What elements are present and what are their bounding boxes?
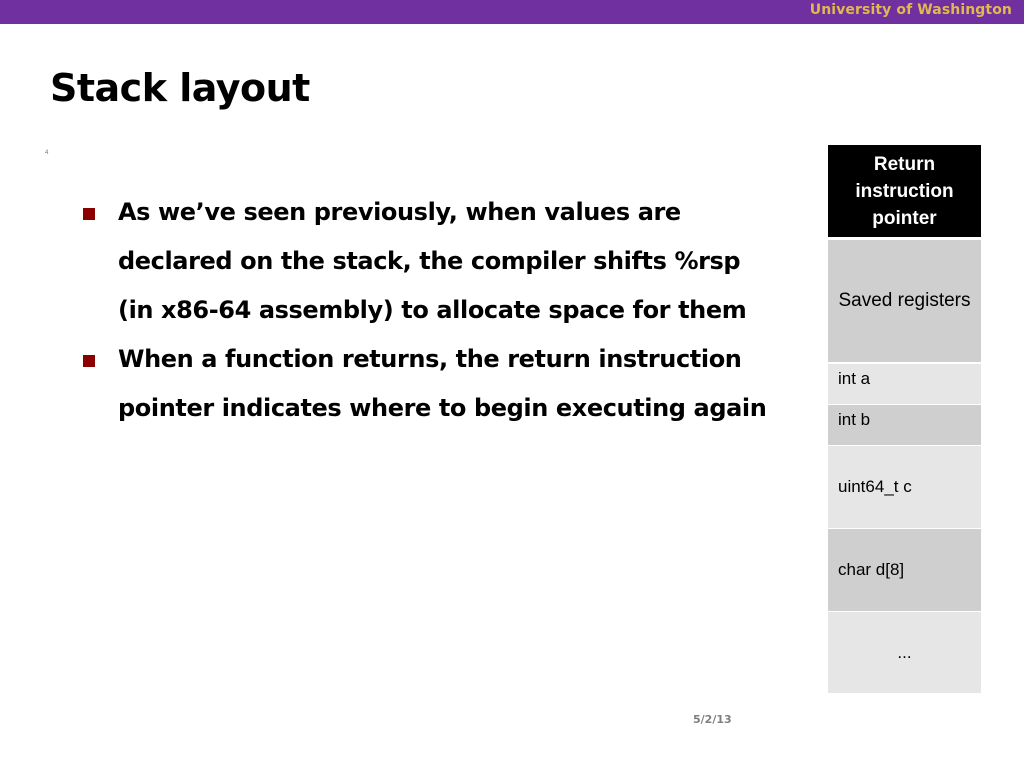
stack-cell-int-b [828,405,981,445]
footer-date: 5/2/13 [693,713,732,726]
stack-cell-label: uint64_t c [838,477,912,496]
stack-cell-label: Saved registers [838,290,971,311]
stack-cell-int-a [828,364,981,404]
stack-cell-uint64-c [828,446,981,528]
stack-cell-return-pointer [828,145,981,237]
stack-diagram [828,145,981,693]
header-bar [0,0,1024,24]
slide-mark: 4 [45,150,49,156]
bullet-item [80,188,780,335]
institution-name: University of Washington [809,2,1012,18]
bullet-text: As we’ve seen previously, when values are declared on the stack, the compiler shifts %rsp (in x86-64 assembly) to allocate space for them [118,198,747,324]
bullet-square-icon [83,208,95,220]
slide-title: Stack layout [50,66,310,110]
stack-cell-char-d [828,529,981,611]
stack-cell-label: int a [838,369,871,388]
stack-cell-label: ... [897,642,912,662]
bullet-item [80,335,780,433]
bullet-square-icon [83,355,95,367]
stack-cell-label: char d[8] [838,560,905,579]
bullet-text: When a function returns, the return instruction pointer indicates where to begin executing again [118,345,767,422]
stack-cell-label: Return instruction pointer [855,153,954,229]
stack-cell-label: int b [838,410,871,429]
bullet-list [80,188,780,433]
stack-cell-saved-registers [828,240,981,362]
stack-cell-ellipsis [828,612,981,693]
